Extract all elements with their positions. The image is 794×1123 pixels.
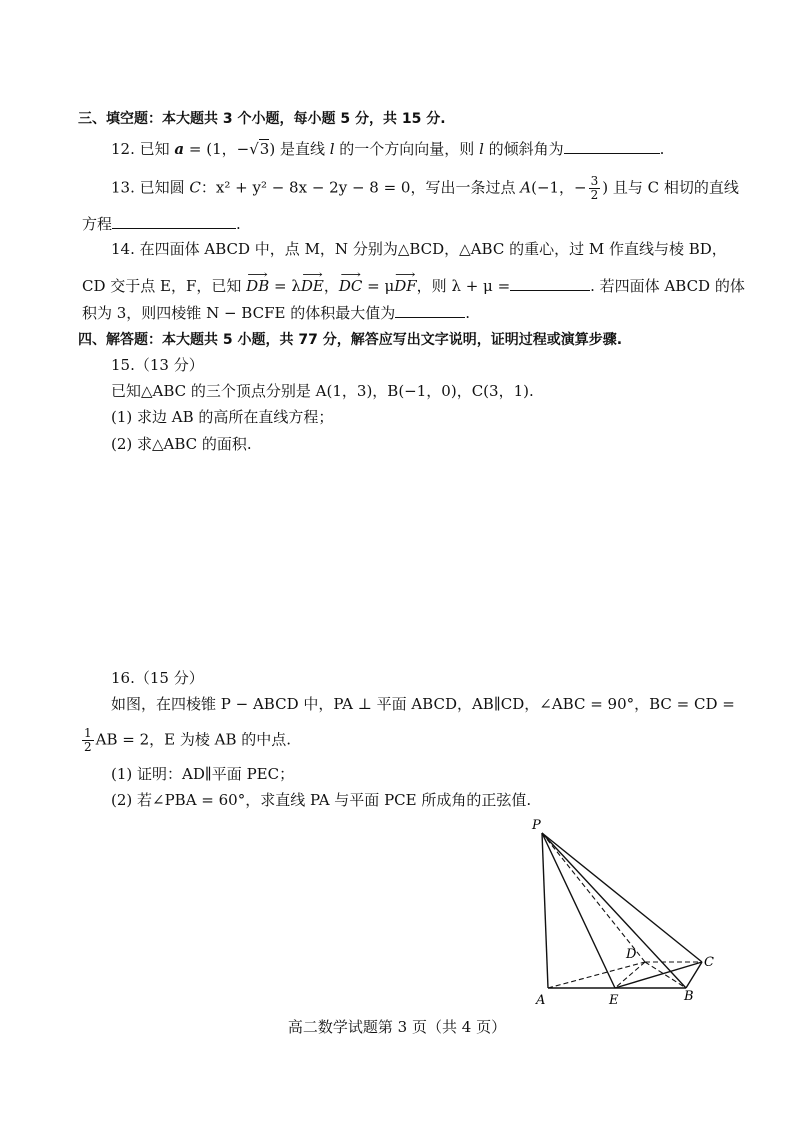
- edge-PC: [542, 833, 702, 962]
- q15-part2: (2) 求△ABC 的面积.: [111, 435, 252, 453]
- q12-sqrt: 3: [259, 140, 270, 158]
- q16-number: 16.（15 分）: [111, 669, 204, 687]
- question-14-line2: [82, 276, 745, 296]
- q16-fraction: [82, 727, 94, 754]
- q13-end: .: [236, 215, 241, 233]
- q14-eq2: = μ: [362, 277, 395, 295]
- label-B: B: [684, 989, 694, 1004]
- q13-paren-open: (−1，−: [531, 178, 587, 197]
- q14-line3-end: .: [465, 304, 470, 322]
- q12-text-b: = (1，−: [184, 140, 250, 158]
- q16-part1: (1) 证明：AD∥平面 PEC；: [111, 765, 295, 783]
- section4-heading: 四、解答题：本大题共 5 小题，共 77 分，解答应写出文字说明，证明过程或演算步骤.: [78, 332, 623, 348]
- q12-end: .: [659, 140, 665, 158]
- q12-text-d: 的一个方向向量，则: [334, 140, 480, 158]
- q14-line2-a: CD 交于点 E，F，已知: [82, 277, 247, 295]
- q14-vector-db: ⟶ DB: [246, 276, 269, 296]
- q14-line2-c: . 若四面体 ABCD 的体: [590, 277, 745, 295]
- q12-text-c: ) 是直线: [269, 140, 330, 158]
- q14-vector-de: ⟶ DE: [301, 276, 324, 296]
- q15-number: 15.（13 分）: [111, 356, 204, 374]
- q13-point: A: [520, 178, 532, 197]
- q12-answer-blank[interactable]: [564, 139, 660, 154]
- q14-eq1: = λ: [269, 277, 301, 295]
- q13-line2-a: 方程: [82, 215, 113, 233]
- q16-part2: (2) 若∠PBA = 60°，求直线 PA 与平面 PCE 所成角的正弦值.: [111, 791, 532, 809]
- q12-text-a: 12. 已知: [111, 140, 175, 158]
- q14-sep: ，: [323, 277, 339, 295]
- q14-line3-a: 积为 3，则四棱锥 N − BCFE 的体积最大值为: [82, 304, 396, 322]
- question-13-line2: [82, 214, 241, 234]
- label-C: C: [704, 955, 714, 970]
- q14-line2-b: ，则 λ + μ =: [416, 277, 511, 295]
- pyramid-figure: [520, 815, 730, 1010]
- q13-frac-num: 3: [590, 174, 599, 188]
- q15-part1: (1) 求边 AB 的高所在直线方程；: [111, 408, 334, 426]
- q13-fraction: [589, 175, 601, 202]
- q15-stem: 已知△ABC 的三个顶点分别是 A(1，3)，B(−1，0)，C(3，1).: [111, 382, 534, 400]
- label-A: A: [536, 993, 546, 1008]
- label-D: D: [626, 947, 637, 962]
- question-14-line3: [82, 303, 470, 323]
- q14-answer-blank-1[interactable]: [510, 276, 590, 291]
- q16-stem-line2: [82, 727, 291, 754]
- page-footer: 高二数学试题第 3 页（共 4 页）: [287, 1018, 507, 1036]
- label-P: P: [532, 818, 541, 833]
- edge-PB: [542, 833, 686, 988]
- q16-frac-den: 2: [84, 740, 92, 754]
- question-14-line1: 14. 在四面体 ABCD 中，点 M，N 分别为△BCD，△ABC 的重心，过 M 作直线与棱 BD，: [111, 240, 727, 258]
- q13-frac-den: 2: [590, 188, 599, 202]
- q16-stem-line1: 如图，在四棱锥 P − ABCD 中，PA ⊥ 平面 ABCD，AB∥CD，∠ABC = 90°，BC = CD =: [111, 695, 735, 713]
- q14-answer-blank-2[interactable]: [395, 303, 465, 318]
- section3-heading: 三、填空题：本大题共 3 个小题，每小题 5 分，共 15 分.: [78, 111, 446, 127]
- q14-vector-dc: ⟶ DC: [339, 276, 363, 296]
- question-12: 12. 已知 a = (1，−√3) 是直线 l 的一个方向向量，则 l 的倾斜角为 .: [111, 140, 665, 158]
- q16-frac-num: 1: [84, 726, 92, 740]
- q14-vector-df: ⟶ DF: [394, 276, 416, 296]
- q12-vector-a: a: [174, 140, 185, 158]
- q13-answer-blank[interactable]: [112, 214, 236, 229]
- q13-circle-name: C: [189, 178, 201, 197]
- q12-l2: l: [479, 140, 484, 158]
- question-13-line1: [111, 175, 739, 202]
- q16-stem2: AB = 2，E 为棱 AB 的中点.: [95, 730, 292, 749]
- q12-text-e: 的倾斜角为: [483, 140, 564, 158]
- q13-line1-a: 13. 已知圆: [111, 178, 190, 197]
- label-E: E: [609, 993, 619, 1008]
- q12-l1: l: [329, 140, 335, 158]
- q13-line1-b: ) 且与 C 相切的直线: [602, 178, 739, 197]
- q13-equation: ：x² + y² − 8x − 2y − 8 = 0，写出一条过点: [200, 178, 521, 197]
- edge-PA: [542, 833, 548, 988]
